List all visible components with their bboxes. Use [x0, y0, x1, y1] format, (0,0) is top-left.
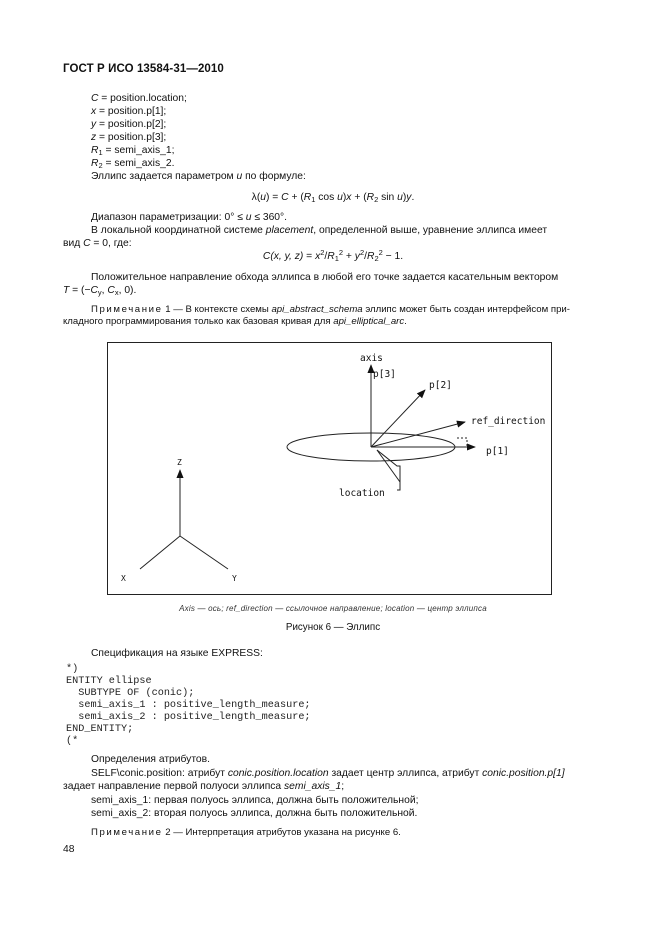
label-x: X	[121, 574, 126, 583]
ref-direction-vector	[371, 422, 465, 447]
local-system-sentence-cont: вид C = 0, где:	[63, 238, 132, 249]
ellipse-implicit-formula: C(x, y, $z) = x^2/R_1^2 + y^2/R_2^2 - 1$.	[262, 248, 404, 263]
document-header: ГОСТ Р ИСО 13584-31—2010	[63, 63, 224, 75]
label-p2: p[2]	[429, 380, 452, 391]
param-sentence: Эллипс задается параметром u по формуле:	[91, 171, 306, 182]
label-location: location	[339, 488, 385, 499]
note-1: Примечание 1 — В контексте схемы api_abstract_schema эллипс может быть создан интерфейсом при-	[91, 304, 570, 315]
angle-marker	[457, 438, 467, 447]
location-pointer	[377, 450, 400, 490]
ellipse-parametric-formula: $\lambda(u) = C + (R_1$ $\cos u)x + (R_2$ sin u)y.	[251, 192, 415, 204]
global-y-axis	[180, 536, 228, 569]
attribute-self-position-cont: задает направление первой полуоси эллипса semi_axis_1;	[63, 781, 345, 792]
figure-legend: Axis — ось; ref_direction — ссылочное направление; location — центр эллипса	[179, 604, 487, 613]
code-line: *)	[66, 664, 79, 675]
code-line: semi_axis_1 : positive_length_measure;	[66, 700, 311, 711]
label-y: Y	[232, 574, 237, 583]
attribute-semi-axis-1: semi_axis_1: первая полуось эллипса, должна быть положительной;	[91, 795, 419, 806]
range-sentence: Диапазон параметризации: 0° ≤ u ≤ 360°.	[91, 212, 288, 223]
code-line: END_ENTITY;	[66, 724, 134, 735]
definition-line: $R_1$ = semi_axis_1;	[91, 145, 175, 157]
page-number: 48	[63, 844, 75, 855]
attribute-semi-axis-2: semi_axis_2: вторая полуось эллипса, должна быть положительной.	[91, 808, 418, 819]
definition-line: C = position.location;	[91, 93, 187, 104]
label-p1: p[1]	[486, 446, 509, 457]
label-axis: axis	[360, 353, 383, 364]
code-line: (*	[66, 736, 79, 747]
ellipse-diagram	[107, 342, 552, 595]
definition-line: x = position.p[1];	[91, 106, 167, 117]
note-2: Примечание 2 — Интерпретация атрибутов указана на рисунке 6.	[91, 827, 401, 838]
note-1-cont: кладного программирования только как базовая кривая для api_elliptical_arc.	[63, 316, 407, 327]
direction-sentence: Положительное направление обхода эллипса в любой его точке задается касательным вектором	[91, 272, 559, 283]
label-ref-direction: ref_direction	[471, 416, 546, 427]
label-z: Z	[177, 458, 182, 467]
code-line: ENTITY ellipse	[66, 676, 152, 687]
attribute-self-position: SELF\conic.position: атрибут conic.position.location задает центр эллипса, атрибут conic.position.p[1]	[91, 768, 565, 779]
label-p3: p[3]	[373, 369, 396, 380]
code-line: SUBTYPE OF (conic);	[66, 688, 195, 699]
definition-line: y = position.p[2];	[91, 119, 167, 130]
figure-caption: Рисунок 6 — Эллипс	[285, 622, 381, 633]
definition-line: $R_2$ = semi_axis_2.	[91, 158, 175, 170]
p2-vector	[371, 390, 425, 447]
direction-sentence-cont: $T = (-C_y$, $C_x$, 0).	[63, 285, 137, 297]
global-x-axis	[140, 536, 180, 569]
local-system-sentence: В локальной координатной системе placement, определенной выше, уравнение эллипса имеет	[91, 225, 548, 236]
code-line: semi_axis_2 : positive_length_measure;	[66, 712, 311, 723]
definition-line: z = position.p[3];	[91, 132, 167, 143]
express-title: Спецификация на языке EXPRESS:	[91, 648, 263, 659]
attributes-title: Определения атрибутов.	[91, 754, 210, 765]
